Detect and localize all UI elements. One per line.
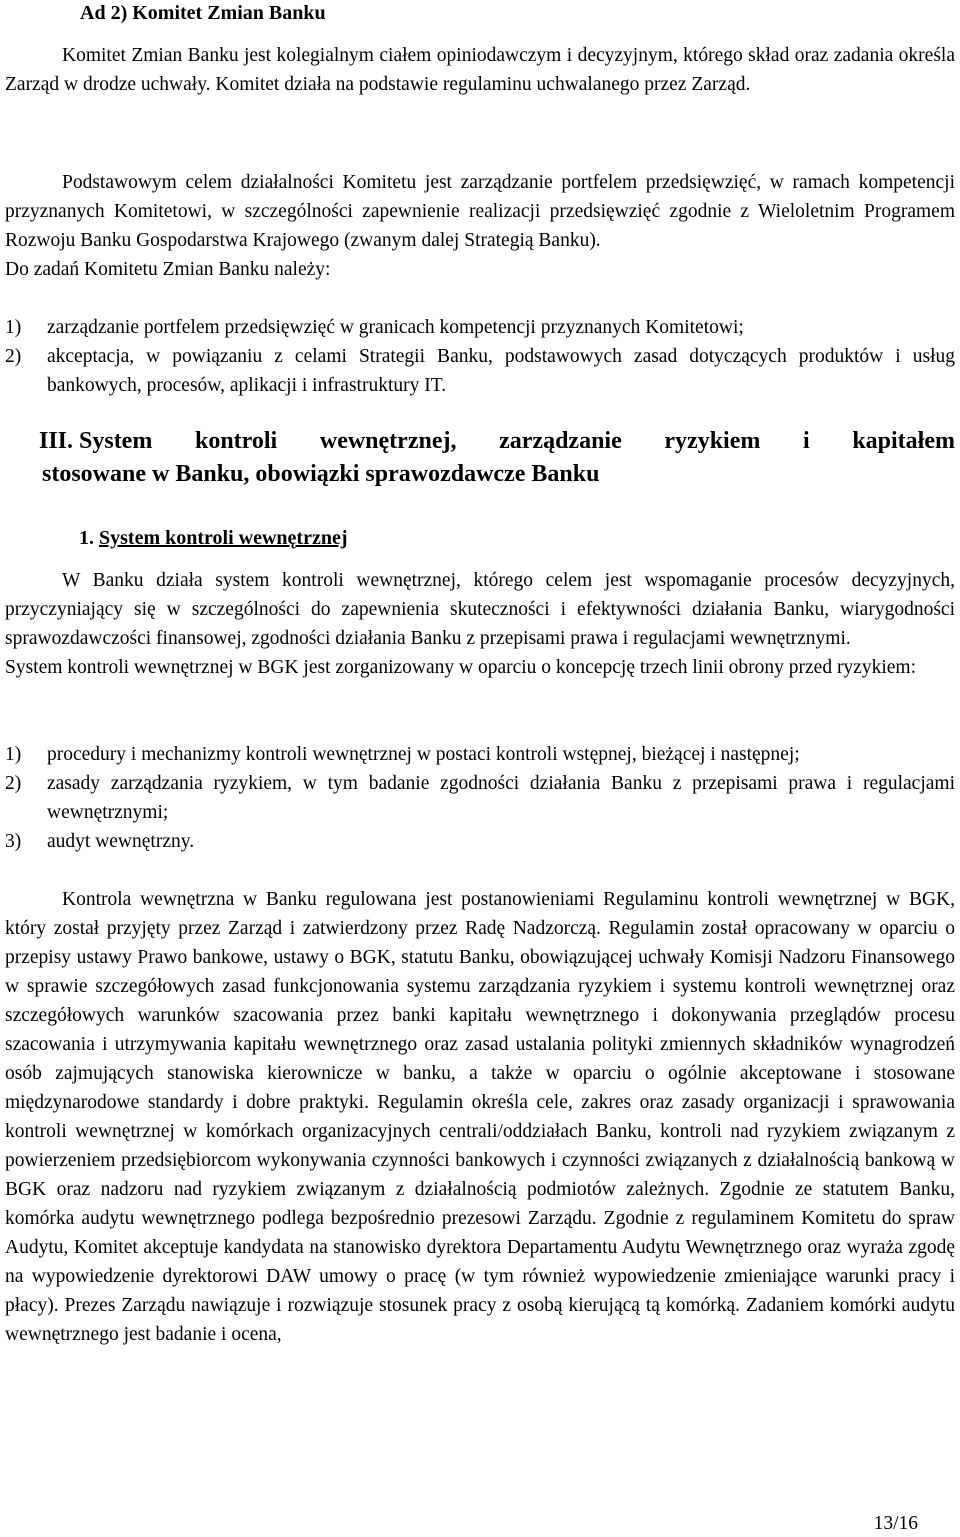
list-number: 2) xyxy=(5,346,22,367)
list-text: audyt wewnętrzny. xyxy=(47,831,195,852)
subsection-title: System kontroli wewnętrznej xyxy=(99,527,348,549)
komitet-tasks-list xyxy=(5,313,955,400)
section-heading-komitet-zmian: Ad 2) Komitet Zmian Banku xyxy=(80,2,326,24)
list-number: 3) xyxy=(5,831,22,852)
list-text: zarządzanie portfelem przedsięwzięć w granicach kompetencji przyznanych Komitetowi; xyxy=(47,317,744,338)
chapter-title-part2: stosowane w Banku, obowiązki sprawozdawcze Banku xyxy=(42,461,600,487)
list-item xyxy=(5,313,955,342)
chapter-heading-line1 xyxy=(5,425,955,458)
subsection-number: 1. xyxy=(79,527,94,549)
list-number: 2) xyxy=(5,773,22,794)
chapter-title-part1: System kontroli wewnętrznej, zarządzanie ryzykiem i kapitałem xyxy=(79,428,955,454)
page-number: 13/16 xyxy=(873,1513,918,1534)
paragraph: Komitet Zmian Banku jest kolegialnym ciałem opiniodawczym i decyzyjnym, którego skład oraz zadania określa Zarząd w drodze uchwały. Komitet działa na podstawie regulaminu uchwalanego przez Zarząd. xyxy=(5,45,955,95)
paragraph: Do zadań Komitetu Zmian Banku należy: xyxy=(5,259,331,280)
list-item xyxy=(5,827,955,856)
internal-control-intro xyxy=(5,566,955,682)
list-item xyxy=(5,342,955,400)
komitet-goal xyxy=(5,168,955,284)
subsection-heading-1 xyxy=(79,524,347,552)
komitet-description xyxy=(5,41,955,99)
list-text: akceptacja, w powiązaniu z celami Strategii Banku, podstawowych zasad dotyczących produktów i usług bankowych, procesów, aplikacji i infrastruktury IT. xyxy=(47,346,955,396)
paragraph: Podstawowym celem działalności Komitetu jest zarządzanie portfelem przedsięwzięć, w ramach kompetencji przyznanych Komitetowi, w szczególności zapewnienie realizacji przedsięwzięć zgodnie z Wieloletnim Programem Rozwoju Banku Gospodarstwa Krajowego (zwanym dalej Strategią Banku). xyxy=(5,172,955,251)
list-item xyxy=(5,740,955,769)
chapter-number: III. xyxy=(39,428,74,454)
paragraph: W Banku działa system kontroli wewnętrznej, którego celem jest wspomaganie procesów decyzyjnych, przyczyniający się w szczególności do zapewnienia skuteczności i efektywności działania Banku, wiarygodności sprawozdawczości finansowej, zgodności działania Banku z przepisami prawa i regulacjami wewnętrznymi. xyxy=(5,570,955,649)
paragraph: Kontrola wewnętrzna w Banku regulowana jest postanowieniami Regulaminu kontroli wewnętrznej w BGK, który został przyjęty przez Zarząd i zatwierdzony przez Radę Nadzorczą. Regulamin został opracowany w oparciu o przepisy ustawy Prawo bankowe, ustawy o BGK, statutu Banku, obowiązującej uchwały Komisji Nadzoru Finansowego w sprawie szczegółowych zasad funkcjonowania systemu zarządzania ryzykiem i systemu kontroli wewnętrznej oraz szczegółowych warunków szacowania przez banki kapitału wewnętrznego i dokonywania przeglądów procesu szacowania i utrzymywania kapitału wewnętrznego oraz zasad ustalania polityki zmiennych składników wynagrodzeń osób zajmujących stanowiska kierownicze w banku, a także w oparciu o ogólnie akceptowane i stosowane międzynarodowe standardy i dobre praktyki. Regulamin określa cele, zakres oraz zasady organizacji i sprawowania kontroli wewnętrznej w komórkach organizacyjnych centrali/oddziałach Banku, kontroli nad ryzykiem związanym z powierzeniem przedsiębiorcom wykonywania czynności bankowych i czynności związanych z działalnością bankową w BGK oraz nadzoru nad ryzykiem związanym z działalnością podmiotów zależnych. Zgodnie ze statutem Banku, komórka audytu wewnętrznego podlega bezpośrednio prezesowi Zarządu. Zgodnie z regulaminem Komitetu do spraw Audytu, Komitet akceptuje kandydata na stanowisko dyrektora Departamentu Audytu Wewnętrznego oraz wyraża zgodę na wypowiedzenie dyrektorowi DAW umowy o pracę (w tym również wypowiedzenie zmieniające warunki pracy i płacy). Prezes Zarządu nawiązuje i rozwiązuje stosunek pracy z osobą kierującą tą komórką. Zadaniem komórki audytu wewnętrznego jest badanie i ocena, xyxy=(5,889,955,1345)
list-number: 1) xyxy=(5,744,22,765)
paragraph: System kontroli wewnętrznej w BGK jest zorganizowany w oparciu o koncepcję trzech linii obrony przed ryzykiem: xyxy=(5,657,916,678)
internal-control-regulation xyxy=(5,885,955,1349)
lines-of-defense-list xyxy=(5,740,955,856)
list-item xyxy=(5,769,955,827)
list-text: zasady zarządzania ryzykiem, w tym badanie zgodności działania Banku z przepisami prawa i regulacjami wewnętrznymi; xyxy=(47,773,955,823)
list-number: 1) xyxy=(5,317,22,338)
chapter-heading-iii xyxy=(5,425,955,491)
list-text: procedury i mechanizmy kontroli wewnętrznej w postaci kontroli wstępnej, bieżącej i następnej; xyxy=(47,744,800,765)
